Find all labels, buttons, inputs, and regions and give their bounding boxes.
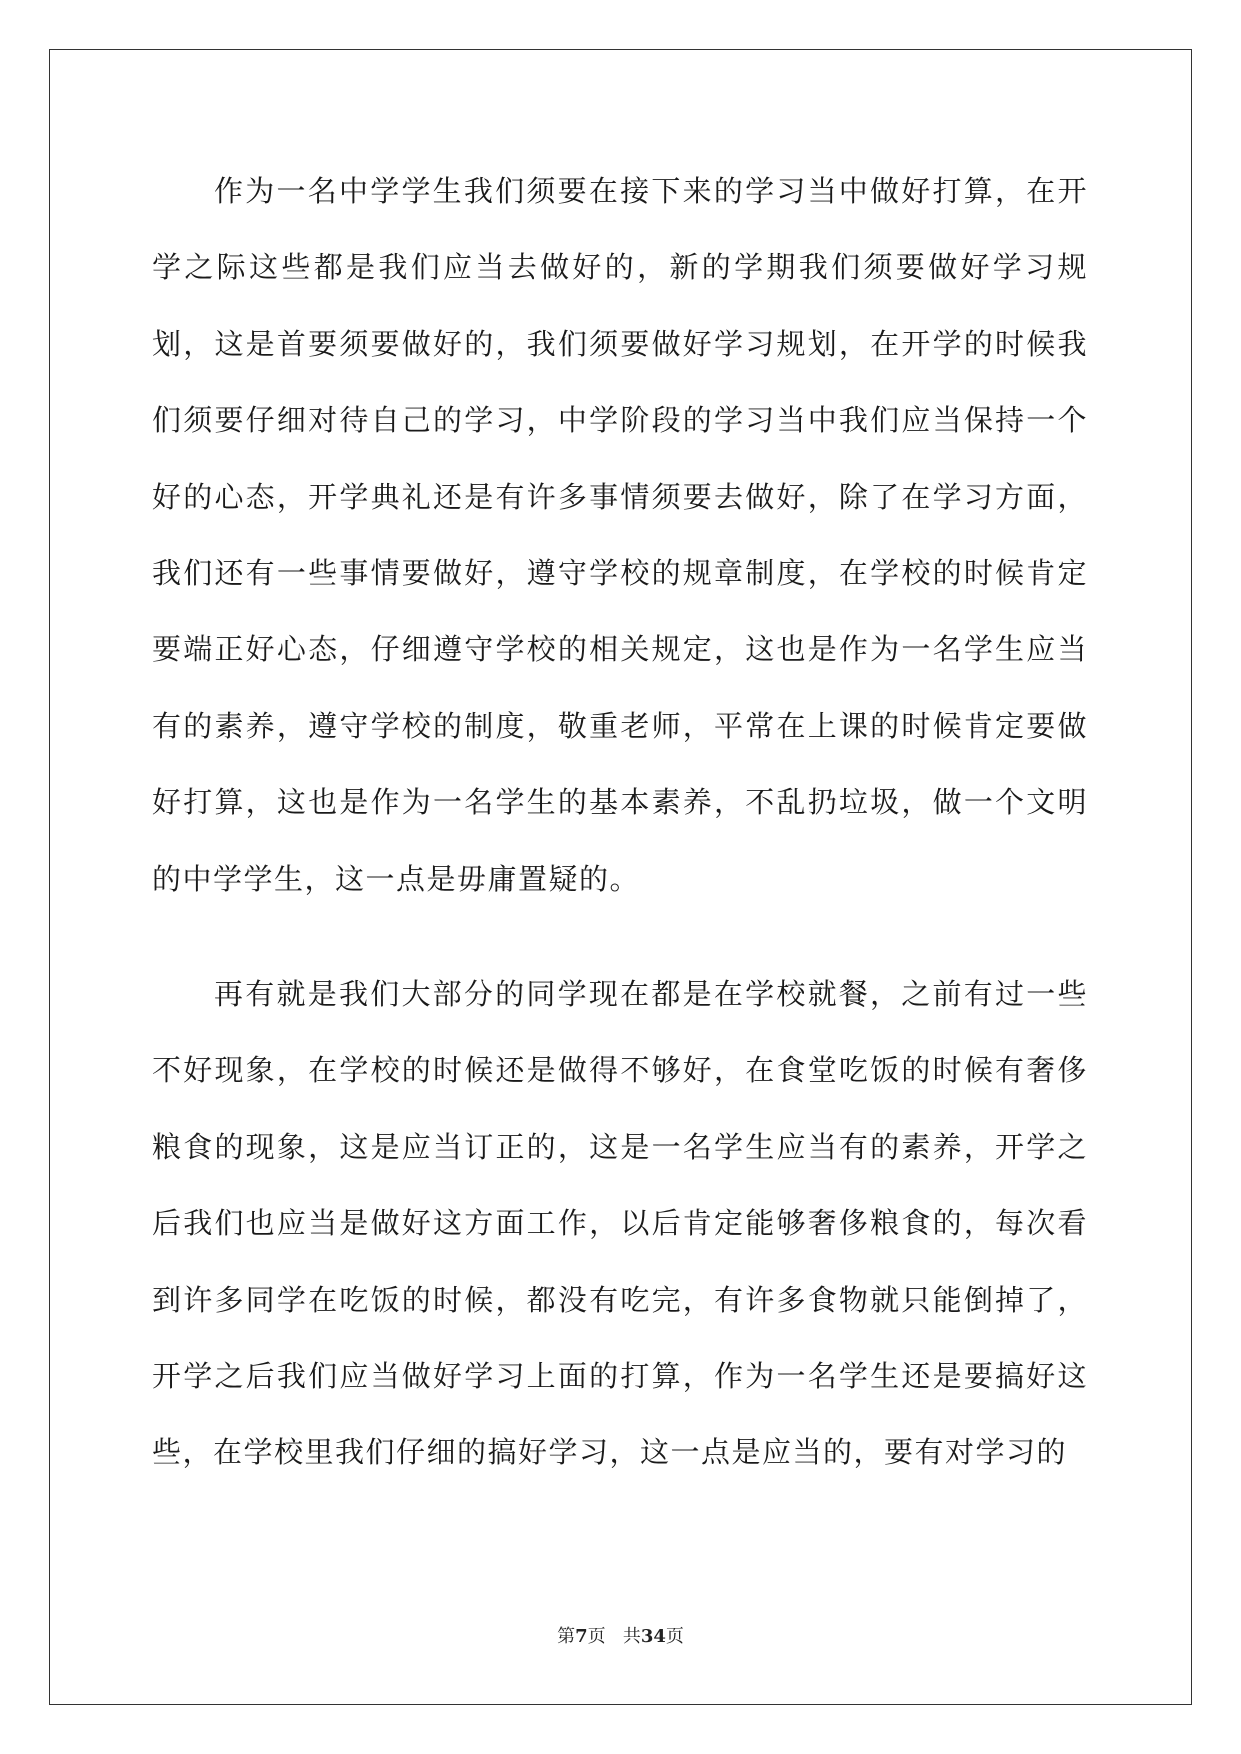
footer-total-prefix: 共 [622,1626,641,1647]
footer-page-total: 34 [640,1626,666,1647]
body-paragraph-2: 再有就是我们大部分的同学现在都是在学校就餐，之前有过一些不好现象，在学校的时候还是做得不够好，在食堂吃饭的时候有奢侈粮食的现象，这是应当订正的，这是一名学生应当有的素养，开学之后我们也应当是做好这方面工作，以后肯定能够奢侈粮食的，每次看到许多同学在吃饭的时候，都没有吃完，有许多食物就只能倒掉了，开学之后我们应当做好学习上面的打算，作为一名学生还是要搞好这些，在学校里我们仔细的搞好学习，这一点是应当的，要有对学习的 [152,977,1088,1470]
footer-page-prefix: 第 [557,1626,576,1647]
footer-page-unit: 页 [587,1626,606,1647]
footer-total-unit: 页 [665,1626,684,1647]
footer-page-current: 7 [575,1626,588,1647]
body-paragraph-1: 作为一名中学学生我们须要在接下来的学习当中做好打算，在开学之际这些都是我们应当去做好的，新的学期我们须要做好学习规划，这是首要须要做好的，我们须要做好学习规划，在开学的时候我们须要仔细对待自己的学习，中学阶段的学习当中我们应当保持一个好的心态，开学典礼还是有许多事情须要去做好，除了在学习方面，我们还有一些事情要做好，遵守学校的规章制度，在学校的时候肯定要端正好心态，仔细遵守学校的相关规定，这也是作为一名学生应当有的素养，遵守学校的制度，敬重老师，平常在上课的时候肯定要做好打算，这也是作为一名学生的基本素养，不乱扔垃圾，做一个文明的中学学生，这一点是毋庸置疑的。 [152,174,1088,896]
page-footer [0,1625,1241,1649]
